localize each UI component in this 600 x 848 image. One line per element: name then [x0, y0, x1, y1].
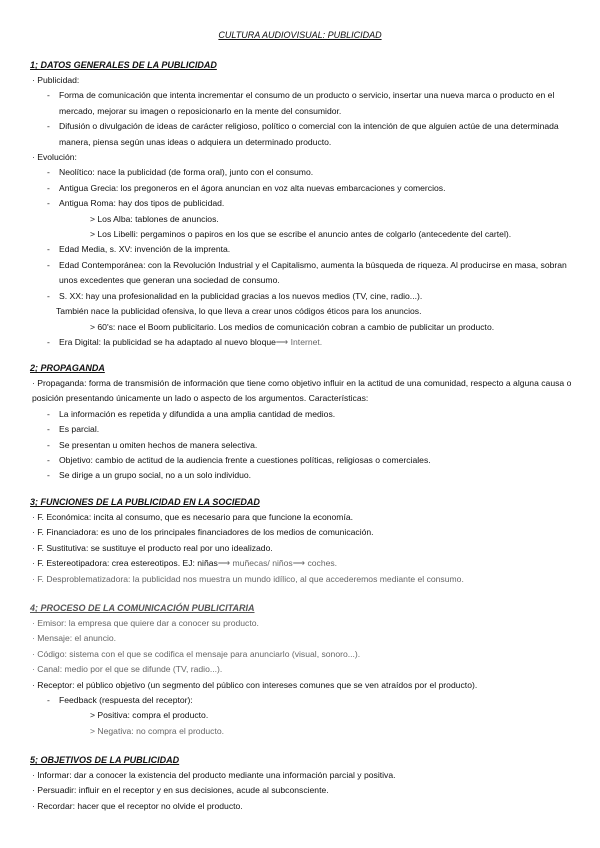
- list-item: · F. Sustitutiva: se sustituye el producto real por uno idealizado.: [32, 542, 273, 553]
- section-heading: 5; OBJETIVOS DE LA PUBLICIDAD: [30, 755, 180, 765]
- list-item: · Persuadir: influir en el receptor y en sus decisiones, acude al subconsciente.: [32, 785, 329, 796]
- sub-item: > Los Alba: tablones de anuncios.: [90, 213, 219, 224]
- propaganda-intro: · Propaganda: forma de transmisión de información que tiene como objetivo influir en la actitud de una comunidad, respecto a alguna causa o posición presentando únicamente un lado o aspecto de los argumentos. Características:: [32, 378, 572, 404]
- evolucion-label: · Evolución:: [32, 152, 77, 163]
- arrow-icon: ⟶: [217, 558, 231, 569]
- list-item: - Forma de comunicación que intenta incrementar el consumo de un producto o servicio, insertar una nueva marca o producto en el mercado, mejorar su imagen o reposicionarlo en la mente del consumidor.: [47, 90, 555, 116]
- section-objetivos: [30, 753, 575, 814]
- section-heading: 3; FUNCIONES DE LA PUBLICIDAD EN LA SOCIEDAD: [30, 497, 260, 507]
- list-item: · F. Estereotipadora: crea estereotipos. EJ: niñas⟶ muñecas/ niños⟶ coches.: [32, 558, 338, 569]
- list-item: - Difusión o divulgación de ideas de carácter religioso, político o comercial con la intención de que alguien actúe de una determinada manera, piensa según unas ideas o adquiera un determinado producto.: [47, 121, 559, 147]
- list-item: - Era Digital: la publicidad se ha adaptado al nuevo bloque⟶ Internet.: [47, 336, 323, 347]
- section-heading: 4; PROCESO DE LA COMUNICACIÓN PUBLICITARIA: [30, 603, 255, 613]
- list-item: - Antigua Grecia: los pregoneros en el ágora anuncian en voz alta nuevas embarcaciones y comercios.: [47, 182, 446, 193]
- list-item: - Objetivo: cambio de actitud de la audiencia frente a cuestiones políticas, religiosas o comerciales.: [47, 455, 431, 466]
- list-item: · Emisor: la empresa que quiere dar a conocer su producto.: [32, 618, 259, 628]
- list-item: · Canal: medio por el que se difunde (TV, radio...).: [32, 664, 223, 675]
- section-proceso: [30, 601, 575, 739]
- document-title: CULTURA AUDIOVISUAL: PUBLICIDAD: [218, 30, 382, 40]
- list-item: - Edad Media, s. XV: invención de la imprenta.: [47, 244, 231, 255]
- list-item: - Edad Contemporánea: con la Revolución Industrial y el Capitalismo, aumenta la búsqueda de riqueza. Al producirse en masa, sobran unos excedentes que generan una sociedad de consumo.: [47, 259, 567, 286]
- list-item: · Recordar: hacer que el receptor no olvide el producto.: [32, 800, 243, 811]
- sub-item: > Negativa: no compra el producto.: [90, 725, 224, 736]
- continuation-text: También nace la publicidad ofensiva, lo que lleva a crear unos códigos éticos para los anuncios.: [56, 306, 422, 317]
- list-item: · F. Financiadora: es uno de los principales financiadores de los medios de comunicación.: [32, 527, 374, 538]
- arrow-icon: ⟶: [275, 336, 289, 347]
- section-heading: 1; DATOS GENERALES DE LA PUBLICIDAD: [30, 60, 217, 70]
- list-item: · F. Económica: incita al consumo, que es necesario para que funcione la economía.: [32, 512, 354, 522]
- list-item: - Es parcial.: [47, 424, 100, 435]
- list-item: - S. XX: hay una profesionalidad en la publicidad gracias a los nuevos medios (TV, cine, radio...).: [47, 290, 423, 301]
- sub-item: > Positiva: compra el producto.: [90, 710, 209, 721]
- publicidad-label: · Publicidad:: [32, 75, 80, 85]
- list-item: · Informar: dar a conocer la existencia del producto mediante una información parcial y positiva.: [32, 770, 396, 780]
- section-funciones: [30, 495, 575, 587]
- list-item: · Receptor: el público objetivo (un segmento del público con intereses comunes que se ven atraídos por el producto).: [32, 679, 478, 690]
- arrow-icon: ⟶: [292, 558, 306, 569]
- list-item: · Código: sistema con el que se codifica el mensaje para anunciarlo (visual, sonoro...).: [32, 648, 361, 659]
- list-item: - Se dirige a un grupo social, no a un solo individuo.: [47, 470, 252, 481]
- list-item: - Neolítico: nace la publicidad (de forma oral), junto con el consumo.: [47, 167, 314, 178]
- list-item: - Antigua Roma: hay dos tipos de publicidad.: [47, 198, 225, 209]
- list-item: - Feedback (respuesta del receptor):: [47, 695, 193, 706]
- list-item: · F. Desproblematizadora: la publicidad nos muestra un mundo idílico, al que accederemos mediante el consumo.: [32, 573, 464, 584]
- section-propaganda: [30, 361, 575, 484]
- section-datos-generales: [30, 58, 575, 350]
- section-heading: 2; PROPAGANDA: [30, 363, 105, 373]
- sub-item: > Los Libelli: pergaminos o papiros en los que se escribe el anuncio antes de colgarlo (antecedente del cartel).: [90, 229, 512, 240]
- list-item: - La información es repetida y difundida a una amplia cantidad de medios.: [47, 408, 336, 419]
- list-item: - Se presentan u omiten hechos de manera selectiva.: [47, 439, 258, 450]
- sub-item: > 60's: nace el Boom publicitario. Los medios de comunicación cobran a cambio de publicitar un producto.: [90, 321, 495, 332]
- list-item: · Mensaje: el anuncio.: [32, 633, 117, 644]
